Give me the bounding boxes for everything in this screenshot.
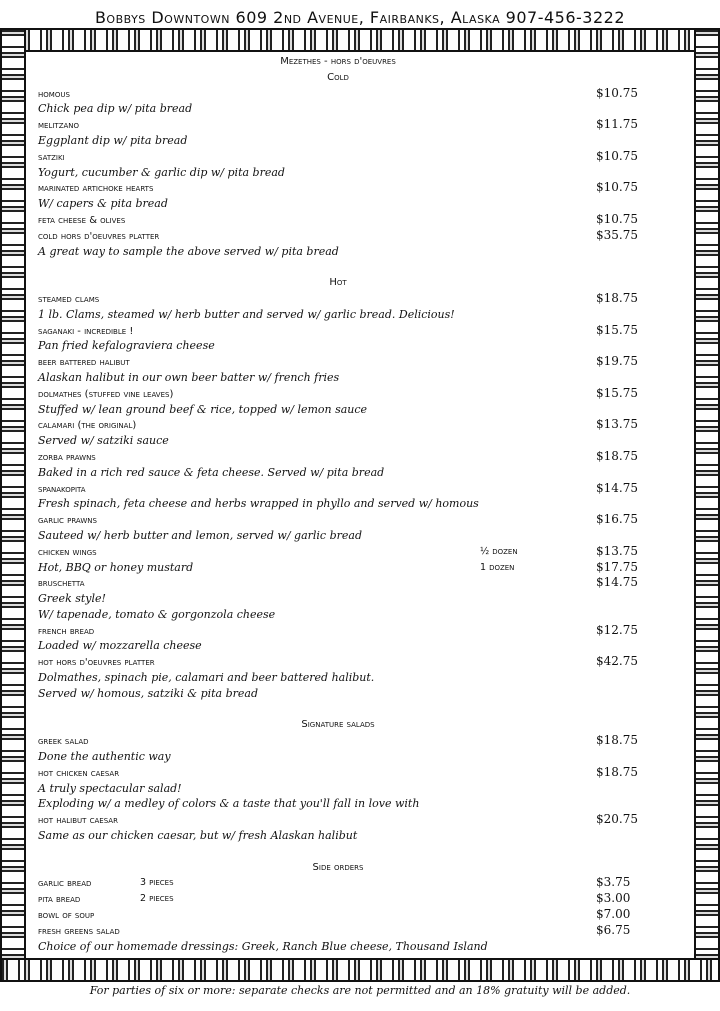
item-price: $15.75 xyxy=(596,385,638,400)
item-price: $19.75 xyxy=(596,354,638,369)
menu-item-row xyxy=(38,907,638,923)
item-price: $3.00 xyxy=(596,891,631,906)
menu-item-row xyxy=(38,86,638,102)
item-description: W/ tapenade, tomato & gorgonzola cheese xyxy=(38,607,276,621)
item-price: $18.75 xyxy=(596,290,638,305)
item-price-2: $17.75 xyxy=(596,559,638,574)
section-title: Mezethes - hors d'oeuvres xyxy=(280,56,396,67)
menu-item-row xyxy=(38,654,638,670)
item-name: steamed clams xyxy=(38,293,100,305)
greek-key-border-left xyxy=(0,28,26,982)
item-description: Alaskan halibut in our own beer batter w/ french fries xyxy=(38,370,340,384)
item-name: melitzano xyxy=(38,120,80,132)
item-price: $18.75 xyxy=(596,764,638,779)
item-price: $13.75 xyxy=(596,543,638,558)
menu-item-row xyxy=(38,544,638,560)
spacer xyxy=(38,844,638,860)
item-name: marinated artichoke hearts xyxy=(38,183,154,195)
item-description: Pan fried kefalograviera cheese xyxy=(38,339,215,353)
footer-note: For parties of six or more: separate checks are not permitted and an 18% gratuity will be added. xyxy=(89,984,631,997)
menu-item-row xyxy=(38,354,638,370)
item-description: Done the authentic way xyxy=(38,750,171,764)
item-name: satziki xyxy=(38,151,65,163)
item-description-row xyxy=(38,781,638,797)
item-name: saganaki - incredible ! xyxy=(38,325,134,337)
spacer xyxy=(38,702,638,718)
item-description-row xyxy=(38,796,638,812)
item-name: bowl of soup xyxy=(38,910,95,922)
item-name: bruschetta xyxy=(38,578,85,590)
item-description-row xyxy=(38,402,638,418)
item-price: $20.75 xyxy=(596,812,638,827)
item-name: homous xyxy=(38,88,70,100)
item-description: Served w/ homous, satziki & pita bread xyxy=(38,686,259,700)
item-price: $42.75 xyxy=(596,654,638,669)
menu-item-row xyxy=(38,575,638,591)
item-price: $14.75 xyxy=(596,575,638,590)
item-description: Baked in a rich red sauce & feta cheese. Served w/ pita bread xyxy=(38,465,385,479)
menu-item-row xyxy=(38,291,638,307)
menu-item-row xyxy=(38,417,638,433)
item-description-row xyxy=(38,338,638,354)
menu-item-row xyxy=(38,512,638,528)
item-name: chicken wings xyxy=(38,546,97,558)
menu-content xyxy=(38,54,638,954)
item-description-row xyxy=(38,828,638,844)
item-description: Sauteed w/ herb butter and lemon, served w/ garlic bread xyxy=(38,528,362,542)
item-name: greek salad xyxy=(38,736,89,748)
item-price: $13.75 xyxy=(596,417,638,432)
spacer xyxy=(38,259,638,275)
item-price: $7.00 xyxy=(596,907,631,922)
section-subtitle: Cold xyxy=(327,71,349,83)
item-description-row xyxy=(38,670,638,686)
item-price: $10.75 xyxy=(596,211,638,226)
item-price: $15.75 xyxy=(596,322,638,337)
item-description-row xyxy=(38,749,638,765)
menu-item-row xyxy=(38,386,638,402)
item-description: Eggplant dip w/ pita bread xyxy=(38,133,188,147)
item-name: zorba prawns xyxy=(38,451,96,463)
item-name: cold hors d'oeuvres platter xyxy=(38,230,160,242)
item-price: $6.75 xyxy=(596,922,631,937)
item-description: 1 lb. Clams, steamed w/ herb butter and served w/ garlic bread. Delicious! xyxy=(38,307,455,321)
item-name: calamari (the original) xyxy=(38,420,137,432)
item-price: $18.75 xyxy=(596,448,638,463)
menu-item-row xyxy=(38,323,638,339)
item-description: A truly spectacular salad! xyxy=(38,781,182,795)
menu-item-row xyxy=(38,733,638,749)
item-description-row xyxy=(38,196,638,212)
menu-item-row xyxy=(38,117,638,133)
item-description-row xyxy=(38,638,638,654)
item-description: Yogurt, cucumber & garlic dip w/ pita bread xyxy=(38,165,285,179)
item-name: feta cheese & olives xyxy=(38,214,126,226)
item-name: french bread xyxy=(38,625,95,637)
item-description: Loaded w/ mozzarella cheese xyxy=(38,639,202,653)
item-pieces: 2 pieces xyxy=(140,893,174,905)
item-description-row xyxy=(38,165,638,181)
item-price: $10.75 xyxy=(596,148,638,163)
item-description: Dolmathes, spinach pie, calamari and beer battered halibut. xyxy=(38,671,375,685)
item-description: Exploding w/ a medley of colors & a taste that you'll fall in love with xyxy=(38,797,420,811)
item-price: $10.75 xyxy=(596,85,638,100)
menu-item-row xyxy=(38,923,638,939)
item-description-row xyxy=(38,307,638,323)
item-description: Greek style! xyxy=(38,592,106,606)
item-name: spanakopita xyxy=(38,483,86,495)
item-name: fresh greens salad xyxy=(38,925,120,937)
menu-item-row xyxy=(38,149,638,165)
item-name: garlic prawns xyxy=(38,515,97,527)
item-description: A great way to sample the above served w/ pita bread xyxy=(38,244,339,258)
item-pieces: 3 pieces xyxy=(140,877,174,889)
item-name: pita bread xyxy=(38,894,81,906)
item-price: $10.75 xyxy=(596,180,638,195)
item-name: hot halibut caesar xyxy=(38,815,118,827)
greek-key-border-bottom xyxy=(0,958,720,982)
item-description-row xyxy=(38,686,638,702)
menu-item-row xyxy=(38,875,638,891)
greek-key-border-right xyxy=(694,28,720,982)
item-name: dolmathes (stuffed vine leaves) xyxy=(38,388,174,400)
item-description-row xyxy=(38,133,638,149)
item-description: Fresh spinach, feta cheese and herbs wrapped in phyllo and served w/ homous xyxy=(38,497,479,511)
menu-item-row xyxy=(38,228,638,244)
menu-item-row xyxy=(38,449,638,465)
menu-item-row xyxy=(38,180,638,196)
item-price: $3.75 xyxy=(596,875,631,890)
item-description-row xyxy=(38,591,638,607)
item-description-row xyxy=(38,496,638,512)
item-description: Served w/ satziki sauce xyxy=(38,434,169,448)
menu-item-row xyxy=(38,891,638,907)
menu-item-row xyxy=(38,812,638,828)
item-name: hot chicken caesar xyxy=(38,767,120,779)
item-description: Stuffed w/ lean ground beef & rice, topped w/ lemon sauce xyxy=(38,402,368,416)
restaurant-header: Bobbys Downtown 609 2nd Avenue, Fairbanks, Alaska 907-456-3222 xyxy=(94,8,626,27)
menu-item-row xyxy=(38,623,638,639)
item-description: W/ capers & pita bread xyxy=(38,197,168,211)
item-description: Chick pea dip w/ pita bread xyxy=(38,102,193,116)
item-description-row xyxy=(38,370,638,386)
item-price: $14.75 xyxy=(596,480,638,495)
item-price: $16.75 xyxy=(596,512,638,527)
section-title: Side orders xyxy=(312,861,364,873)
item-price: $18.75 xyxy=(596,733,638,748)
item-price: $11.75 xyxy=(596,117,638,132)
item-description-row xyxy=(38,607,638,623)
item-description-row xyxy=(38,465,638,481)
item-quantity-2: 1 dozen xyxy=(480,561,515,573)
item-description-row xyxy=(38,433,638,449)
menu-item-row xyxy=(38,481,638,497)
item-name: garlic bread xyxy=(38,878,92,890)
item-description-row xyxy=(38,101,638,117)
menu-item-row xyxy=(38,212,638,228)
item-quantity: ½ dozen xyxy=(480,545,518,557)
dressing-note: Choice of our homemade dressings: Greek, Ranch Blue cheese, Thousand Island xyxy=(38,939,488,953)
item-description-row xyxy=(38,528,638,544)
section-title: Hot xyxy=(329,277,347,289)
menu-item-row xyxy=(38,765,638,781)
section-title: Signature salads xyxy=(301,719,375,731)
item-name: beer battered halibut xyxy=(38,357,130,369)
item-description-row xyxy=(38,244,638,260)
greek-key-border-top xyxy=(0,28,720,52)
item-price: $12.75 xyxy=(596,622,638,637)
item-name: hot hors d'oeuvres platter xyxy=(38,657,155,669)
item-description: Same as our chicken caesar, but w/ fresh Alaskan halibut xyxy=(38,829,358,843)
item-description: Hot, BBQ or honey mustard xyxy=(38,560,194,574)
item-description-row xyxy=(38,560,638,576)
item-price: $35.75 xyxy=(596,227,638,242)
